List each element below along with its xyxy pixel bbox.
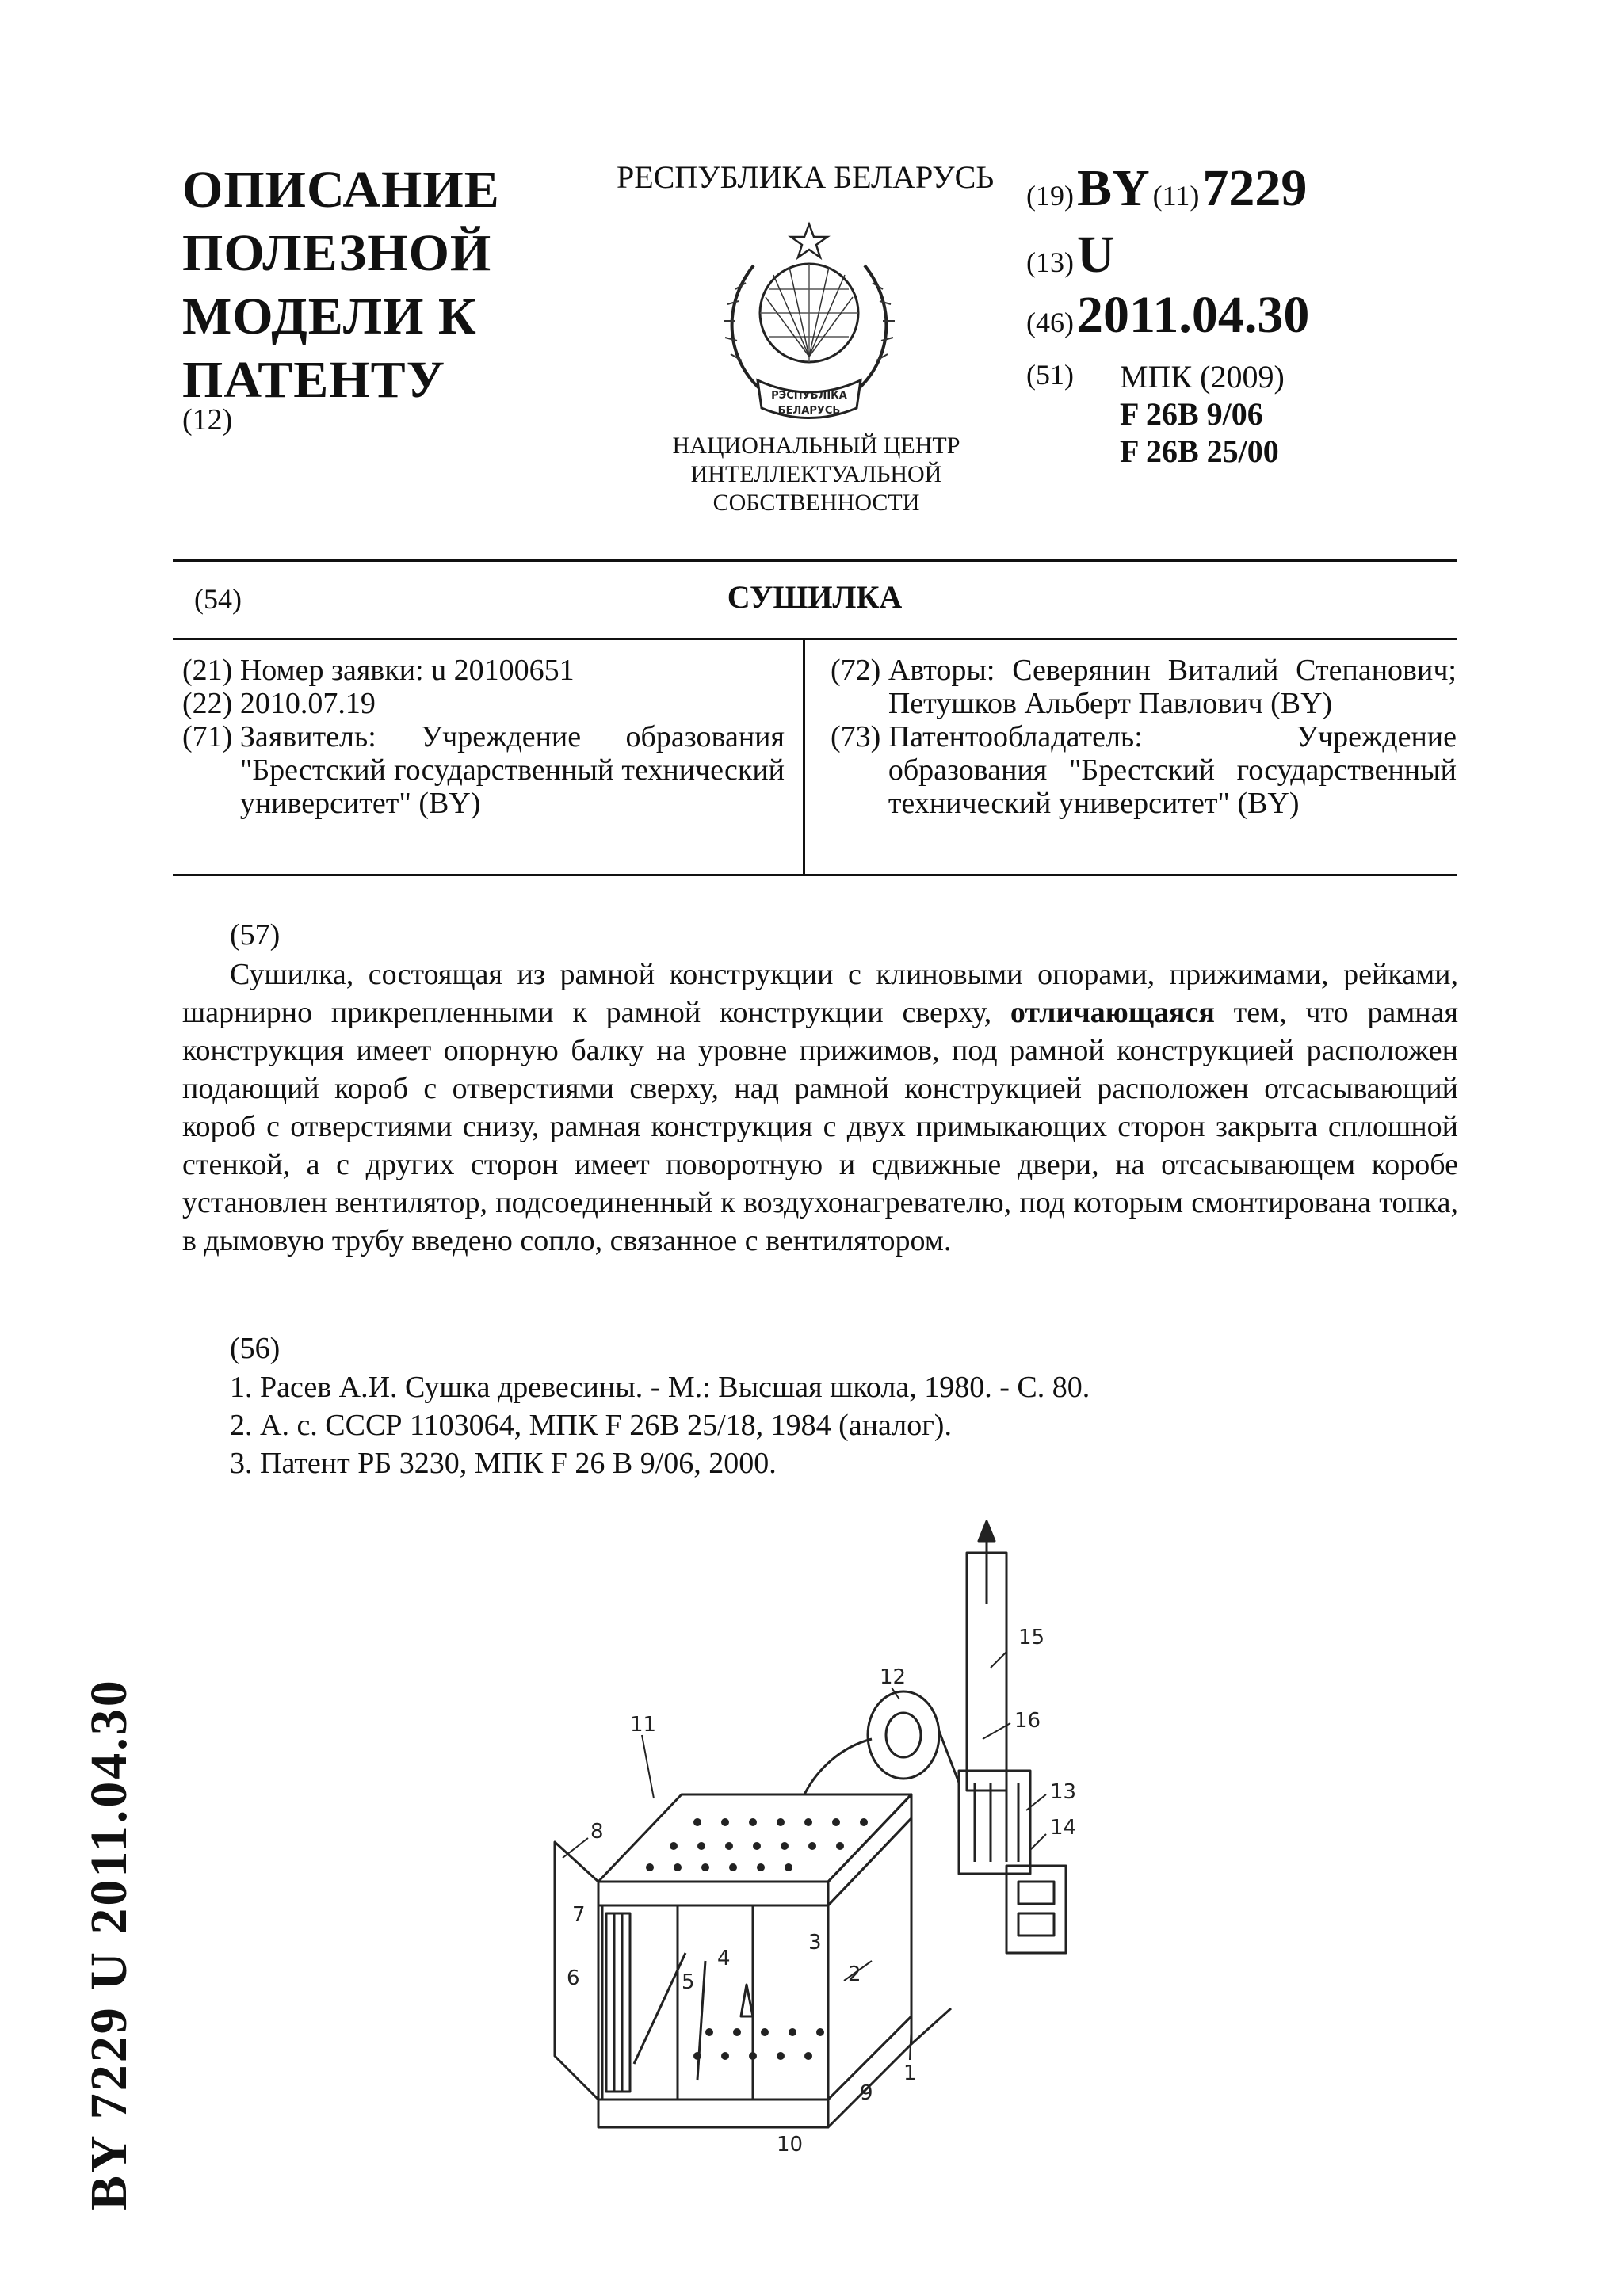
patent-number: 7229 [1202, 159, 1308, 217]
fig-label-1: 1 [903, 2061, 917, 2085]
fig-label-8: 8 [590, 1820, 604, 1844]
ipc-block [1120, 358, 1285, 470]
fig-label-10: 10 [777, 2133, 804, 2157]
abstract-bold-term: отличающаяся [1010, 996, 1215, 1029]
fig-label-6: 6 [567, 1966, 580, 1990]
entry-21: (21) Номер заявки: u 20100651 [182, 654, 575, 687]
center-line-3: СОБСТВЕННОСТИ [712, 490, 920, 516]
fig-label-3: 3 [808, 1931, 822, 1955]
inid-19: (19) [1026, 180, 1074, 212]
fig-label-9: 9 [860, 2081, 873, 2105]
title-line-3: МОДЕЛИ К [182, 288, 477, 345]
inid-51: (51) [1026, 359, 1074, 391]
reference-2: 2. А. с. СССР 1103064, МПК F 26B 25/18, 1984 (аналог). [230, 1409, 952, 1442]
publication-date: 2011.04.30 [1076, 286, 1310, 344]
fig-label-13: 13 [1050, 1780, 1077, 1804]
state-emblem-icon [710, 218, 908, 428]
entry-71: (71) Заявитель: Учреждение образования "Брестский государственный технический университет" (BY) [182, 720, 785, 820]
document-title [182, 158, 626, 412]
inid-13: (13) [1026, 246, 1074, 278]
row-51 [1026, 358, 1074, 391]
inid-54: (54) [194, 583, 242, 615]
application-data [182, 654, 785, 820]
rule-top [173, 559, 1457, 562]
title-line-2: ПОЛЕЗНОЙ [182, 224, 492, 282]
code-12: (12) [182, 403, 233, 437]
column-divider [803, 640, 805, 876]
republic-name: РЕСПУБЛИКА БЕЛАРУСЬ [617, 159, 995, 195]
fig-label-4: 4 [717, 1947, 731, 1970]
entry-73: (73) Патентообладатель: Учреждение образования "Брестский государственный технический университет" (BY) [831, 720, 1457, 820]
side-document-id: BY 7229 U 2011.04.30 [80, 1678, 138, 2210]
kind-code: U [1076, 226, 1115, 284]
inid-46: (46) [1026, 307, 1074, 338]
ipc-code-1: F 26B 9/06 [1120, 396, 1263, 432]
center-line-2: ИНТЕЛЛЕКТУАЛЬНОЙ [690, 461, 942, 487]
rule-middle [173, 638, 1457, 640]
row-19-11 [1026, 158, 1307, 219]
country-code: BY [1076, 159, 1150, 217]
ipc-code-2: F 26B 25/00 [1120, 433, 1279, 469]
entry-22: (22) 2010.07.19 [182, 687, 376, 720]
fig-label-12: 12 [880, 1665, 907, 1689]
fig-label-7: 7 [572, 1903, 586, 1927]
fig-label-2: 2 [848, 1962, 861, 1986]
abstract-text: Сушилка, состоящая из рамной конструкции с клиновыми опорами, прижимами, рейками, шарнирно прикрепленными к рамной конструкции сверху, отличающаяся тем, что рамная конструкция имеет опорную балку на уровне прижимов, под рамной конструкцией расположен подающий короб с отверстиями сверху, над рамной конструкцией расположен отсасывающий короб с отверстиями снизу, рамная конструкция с двух примыкающих сторон закрыта сплошной стенкой, а с других сторон имеет поворотную и сдвижные двери, на отсасывающем коробе установлен вентилятор, подсоединенный к воздухонагревателю, под которым смонтирована топка, в дымовую трубу введено сопло, связанное с вентилятором. [182, 958, 1458, 1257]
center-line-1: НАЦИОНАЛЬНЫЙ ЦЕНТР [672, 433, 960, 459]
entry-72: (72) Авторы: Северянин Виталий Степанович; Петушков Альберт Павлович (BY) [831, 654, 1457, 720]
fig-label-16: 16 [1014, 1709, 1041, 1733]
inid-11: (11) [1152, 180, 1200, 212]
fig-label-14: 14 [1050, 1816, 1077, 1840]
rule-bottom [173, 874, 1457, 876]
patent-office-name [610, 432, 1022, 517]
references-list [230, 1368, 1090, 1482]
inid-57: (57) [230, 918, 281, 952]
fig-label-11: 11 [630, 1713, 657, 1737]
invention-title: СУШИЛКА [727, 579, 903, 615]
emblem-ribbon-text-1: РЭСПУБЛІКА [771, 390, 847, 402]
inid-56: (56) [230, 1332, 281, 1365]
authors-data [831, 654, 1457, 820]
fig-label-15: 15 [1018, 1626, 1045, 1650]
title-line-4: ПАТЕНТУ [182, 351, 446, 409]
ipc-label: МПК (2009) [1120, 359, 1285, 395]
reference-3: 3. Патент РБ 3230, МПК F 26 B 9/06, 2000. [230, 1447, 777, 1480]
fig-label-5: 5 [682, 1970, 695, 1994]
reference-1: 1. Расев А.И. Сушка древесины. - М.: Высшая школа, 1980. - С. 80. [230, 1371, 1090, 1404]
dryer-drawing [539, 1509, 1094, 2175]
emblem-ribbon-text-2: БЕЛАРУСЬ [777, 405, 841, 417]
row-46 [1026, 285, 1309, 345]
title-line-1: ОПИСАНИЕ [182, 161, 500, 219]
row-13 [1026, 225, 1115, 285]
